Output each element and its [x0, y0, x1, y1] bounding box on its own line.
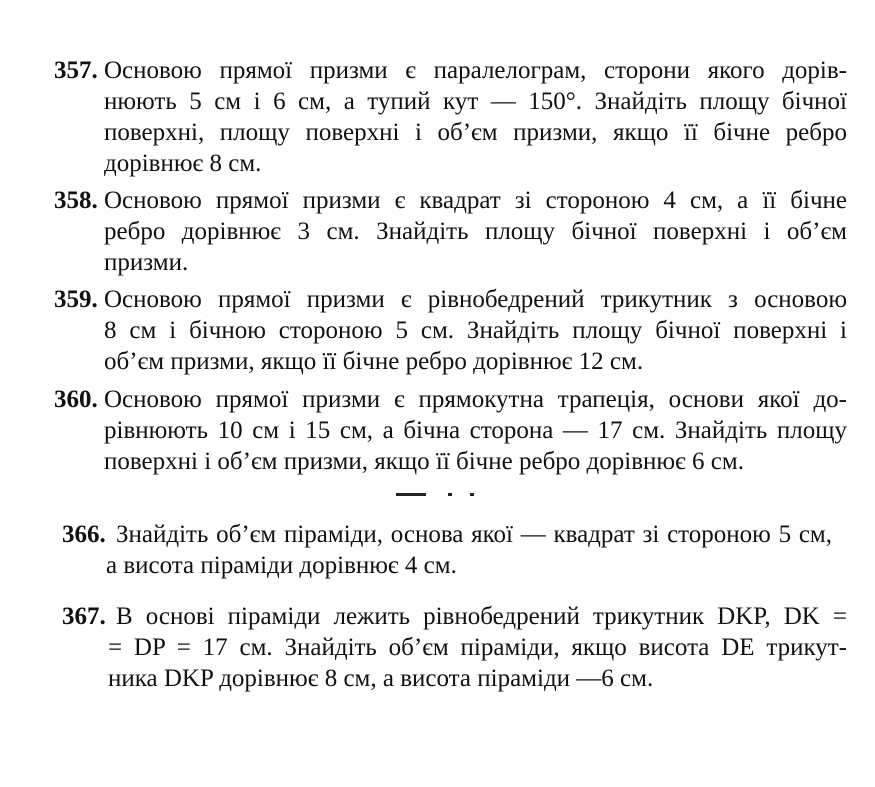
problem-text-line: Знайдіть об’єм піраміди, основа якої — квадрат зі стороною 5 см, — [116, 521, 832, 548]
problem-text-line: об’єм призми, якщо її бічне ребро дорівнює 12 см. — [104, 348, 644, 375]
section-divider-fragment — [396, 493, 476, 497]
problem-text-line: Основою прямої призми є паралелограм, сторони якого дорів- — [104, 57, 847, 84]
problem-text-line: Основою прямої призми є рівнобедрений трикутник з основою — [104, 286, 847, 313]
problem-358 — [54, 185, 847, 278]
problem-text-line: а висота піраміди дорівнює 4 см. — [106, 552, 457, 579]
problem-367 — [62, 601, 847, 694]
problem-text-line: 8 см і бічною стороною 5 см. Знайдіть площу бічної поверхні і — [104, 317, 847, 344]
problem-text-line: поверхні, площу поверхні і об’єм призми, якщо її бічне ребро — [104, 119, 847, 146]
problem-357 — [54, 55, 847, 179]
problem-text-line: нюють 5 см і 6 см, а тупий кут — 150°. Знайдіть площу бічної — [104, 88, 847, 115]
problem-366 — [62, 519, 832, 581]
problem-359 — [54, 284, 847, 377]
problem-text-line: ника DKP дорівнює 8 см, а висота піраміди —6 см. — [108, 665, 654, 692]
problem-number: 358. — [54, 187, 98, 214]
problem-text-line: Основою прямої призми є прямокутна трапеція, основи якої до- — [104, 386, 847, 413]
problem-text-line: Основою прямої призми є квадрат зі стороною 4 см, а її бічне — [104, 187, 847, 214]
problem-text-line: призми. — [104, 249, 189, 276]
problem-360 — [54, 384, 847, 477]
problem-text-line: В основі піраміди лежить рівнобедрений трикутник DKP, DK = — [116, 603, 847, 630]
problem-number: 360. — [54, 386, 98, 413]
problem-number: 357. — [54, 57, 98, 84]
problem-number: 366. — [62, 521, 106, 548]
problem-text-line: дорівнює 8 см. — [104, 150, 262, 177]
problem-text-line: = DP = 17 см. Знайдіть об’єм піраміди, якщо висота DE трикут- — [108, 634, 847, 661]
problem-number: 359. — [54, 286, 98, 313]
problem-text-line: рівнюють 10 см і 15 см, а бічна сторона — 17 см. Знайдіть площу — [104, 417, 847, 444]
problem-text-line: поверхні і об’єм призми, якщо її бічне ребро дорівнює 6 см. — [104, 448, 744, 475]
problem-number: 367. — [62, 603, 106, 630]
problem-text-line: ребро дорівнює 3 см. Знайдіть площу бічної поверхні і об’єм — [104, 218, 847, 245]
